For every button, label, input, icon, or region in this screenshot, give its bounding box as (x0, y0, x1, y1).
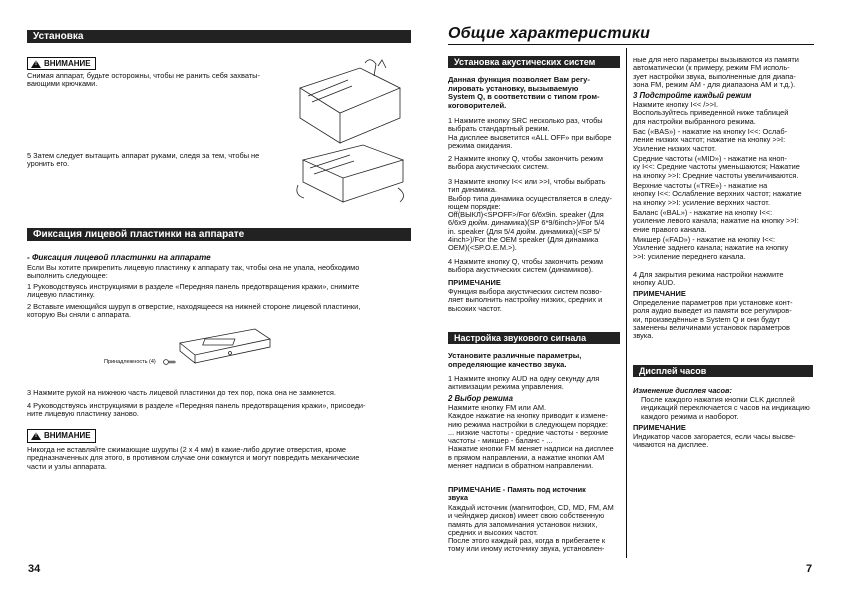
screw-icon (163, 358, 177, 366)
fader-setting: Микшер («FAD») - нажатие на кнопку I<<: Усиление заднего канала; нажатие на кнопку >>I: усиление переднего канала. (633, 235, 789, 261)
treble-setting: Верхние частоты («TRE») - нажатие на кнопку I<<: Ослабление верхних частот; нажатие на кнопку >>I: усиление верхних частот. (633, 181, 802, 207)
clock-note-label: ПРИМЕЧАНИЕ (633, 423, 686, 432)
speakers-note: Функция выбора акустических систем позво- ляет выполнить настройку низких, средних и высоких частот. (448, 287, 603, 313)
title-rule (448, 44, 814, 45)
sound-step-4: 4 Для закрытия режима настройки нажмите кнопку AUD. (633, 270, 784, 288)
page-number-left: 34 (28, 563, 41, 575)
warning-box-1 (27, 57, 96, 70)
speakers-lead: Данная функция позволяет Вам регу- лировать установку, вызываемую System Q, в соответствии с типом гром- коговорителей. (448, 75, 600, 110)
audio-note: Определение параметров при установке конт- роля аудио выведет из памяти все регулиров- ки, произведённые в System Q и они будут заменены величинами установок параметров звука. (633, 298, 793, 341)
sound-note-label: ПРИМЕЧАНИЕ - Память под источник звука (448, 485, 586, 503)
speakers-note-label: ПРИМЕЧАНИЕ (448, 278, 501, 287)
speakers-step-1: 1 Нажмите кнопку SRC несколько раз, чтобы выбрать стандартный режим. На дисплее высветится «ALL OFF» при выборе режима ожидания. (448, 116, 612, 150)
warning-box-2 (27, 429, 96, 443)
clock-note: Индикатор часов загорается, если часы высве- чиваются на дисплее. (633, 432, 796, 450)
warning-triangle-icon (31, 432, 41, 440)
speakers-step-3: 3 Нажмите кнопку I<< или >>I, чтобы выбрать тип динамика. Выбор типа динамика осуществляется в следу- ющем порядке: Off(ВЫКЛ)<SPOFF>/For 6/6x9in. speaker (Для 6/6x9 дюйм. динамика)(SP 6*9/6inch>)/For 5/4 in. speaker (Для 5/4 дюйм. динамика)(<SP 5/ 4inch>)/For the OEM speaker (Для динамика OEM)(<SP.O.E.M.>). (448, 177, 612, 253)
step-1-text: 1 Руководствуясь инструкциями в разделе «Передняя панель предотвращения кражи», снимите лицевую пластинку. (27, 282, 360, 300)
sound-step-2-title: 2 Выбор режима (448, 394, 513, 403)
subsection-title: - Фиксация лицевой пластинки на аппарате (27, 253, 211, 262)
section-header-speakers: Установка акустических систем (448, 56, 620, 68)
warning-label: ВНИМАНИЕ (44, 431, 91, 440)
page-title: Общие характеристики (448, 25, 651, 42)
section-header-sound: Настройка звукового сигнала (448, 332, 620, 344)
section-header-clock: Дисплей часов (633, 365, 813, 377)
section-header-faceplate: Фиксация лицевой пластинки на аппарате (27, 228, 411, 241)
accessory-caption: Принадлежность (4) (104, 359, 156, 365)
sound-step-1: 1 Нажмите кнопку AUD на одну секунду для активизации режима управления. (448, 374, 600, 392)
speakers-step-2: 2 Нажмите кнопку Q, чтобы закончить режим выбора акустических систем. (448, 154, 604, 172)
sound-step-3: Нажмите кнопку I<< />>I. Воспользуйтесь приведенной ниже таблицей для настройки выбранного режима. (633, 100, 789, 126)
faceplate-screw-illustration (170, 325, 275, 375)
memory-continued: ные для него параметры вызываются из памяти автоматически (к примеру, режим FM исполь- зует настройки звука, выполненные для диапа- зона FM, режим AM - для диапазона AM и т.д.). (633, 55, 799, 89)
removal-illustration-top (290, 58, 405, 148)
step-3-text: 3 Нажмите рукой на нижнюю часть лицевой пластинки до тех пор, пока она не замкнется. (27, 388, 336, 397)
removal-illustration-bottom (298, 140, 408, 210)
step-4-text: 4 Руководствуясь инструкциями в разделе «Передняя панель предотвращения кражи», присоеди- ните лицевую пластинку заново. (27, 401, 366, 419)
step-2-text: 2 Вставьте имеющийся шуруп в отверстие, находящееся на нижней стороне лицевой пластинки, которую Вы сняли с аппарата. (27, 302, 361, 320)
step-5-text: 5 Затем следует вытащить аппарат руками, следя за тем, чтобы не уронить его. (27, 151, 260, 169)
warning-triangle-icon (31, 60, 41, 68)
clock-change-text: После каждого нажатия кнопки CLK дисплей индикаций переключается с часов на индикацию каждого режима и наоборот. (641, 395, 810, 421)
sound-note: Каждый источник (магнитофон, CD, MD, FM, AM и чейнджер дисков) имеет свою собственную память для запоминания установок низких, средних и высоких частот. После этого каждый раз, когда в прибегаете к тому или иному источнику звука, установлен- (448, 503, 614, 554)
mid-setting: Средние частоты («MID») - нажатие на кноп- ку I<<: Средние частоты уменьшаются; Нажатие на кнопку >>I: Средние частоты увеличиваются. (633, 154, 800, 180)
warning-label: ВНИМАНИЕ (44, 58, 91, 68)
balance-setting: Баланс («BAL») - нажатие на кнопку I<<: усиление левого канала; нажатие на кнопку >>I: ение правого канала. (633, 208, 799, 234)
sound-step-2: Нажмите кнопку FM или AM. Каждое нажатие на кнопку приводит к измене- нию режима настройки в следующем порядке: ... низкие частоты - средние частоты - верхние частоты - микшер - баланс - ... Нажатие кнопки FM меняет надписи на дисплее в прямом направлении, а нажатие кнопки AM меняет надписи в обратном направлении. (448, 403, 614, 471)
sound-lead: Установите различные параметры, определяющие качество звука. (448, 351, 582, 369)
warning-text-1: Снимая аппарат, будьте осторожны, чтобы не ранить себя захваты- вающими крючками. (27, 71, 260, 89)
page-number-right: 7 (806, 563, 813, 575)
speakers-step-4: 4 Нажмите кнопку Q, чтобы закончить режим выбора акустических систем (динамиков). (448, 257, 604, 275)
audio-note-label: ПРИМЕЧАНИЕ (633, 289, 686, 298)
warning-text-2: Никогда не вставляйте сжимающие шурупы (2 x 4 мм) в какие-либо другие отверстия, кроме предназначенных для этого, в противном случае они сожмутся и могут повредить механические части и узлы аппарата. (27, 445, 360, 471)
column-divider (626, 48, 627, 558)
sound-step-3-title: 3 Подстройте каждый режим (633, 91, 752, 100)
faceplate-intro: Если Вы хотите прикрепить лицевую пластинку к аппарату так, чтобы она не упала, необходимо выполнить следующее: (27, 263, 360, 281)
section-header-installation: Установка (27, 30, 411, 43)
clock-change-title: Изменение дисплея часов: (633, 386, 732, 395)
bass-setting: Бас («BAS») - нажатие на кнопку I<<: Ослаб- ление низких частот; нажатие на кнопку >>I: Усиление низких частот. (633, 127, 788, 153)
